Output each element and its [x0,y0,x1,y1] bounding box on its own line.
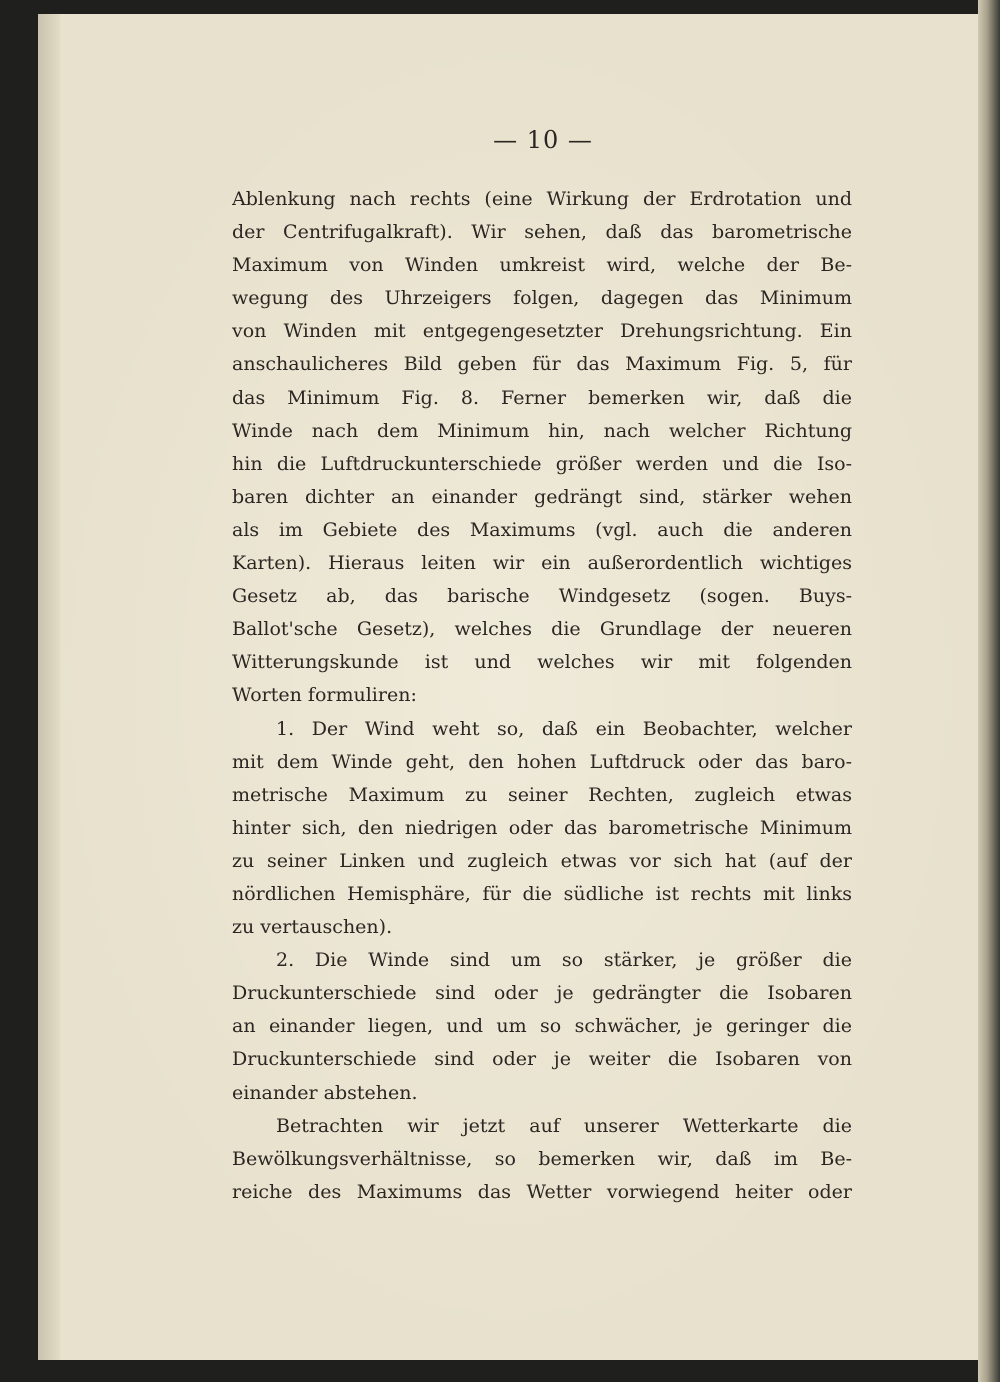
text-line: wegung des Uhrzeigers folgen, dagegen das Minimum [232,287,852,310]
text-line: baren dichter an einander gedrängt sind, stärker wehen [232,485,852,508]
page-number: — 10 — [493,126,593,154]
text-line: an einander liegen, und um so schwächer, je geringer die [232,1015,852,1038]
text-line: Ablenkung nach rechts (eine Wirkung der Erdrotation und [232,188,852,210]
body-text [232,183,852,1209]
text-line: hinter sich, den niedrigen oder das barometrische Minimum [232,816,852,839]
text-line: das Minimum Fig. 8. Ferner bemerken wir, daß die [232,386,852,409]
text-line: mit dem Winde geht, den hohen Luftdruck oder das baro- [232,750,852,773]
text-line: der Centrifugalkraft). Wir sehen, daß das barometrische [232,221,852,244]
text-line: hin die Luftdruckunterschiede größer werden und die Iso- [232,452,852,475]
text-line: Druckunterschiede sind oder je weiter die Isobaren von [232,1048,852,1071]
text-line: Ballot'sche Gesetz), welches die Grundlage der neueren [232,618,852,641]
paragraph [232,183,852,713]
text-line: nördlichen Hemisphäre, für die südliche ist rechts mit links [232,882,852,905]
text-line: reiche des Maximums das Wetter vorwiegend heiter oder [232,1180,852,1203]
text-line: Maximum von Winden umkreist wird, welche der Be- [232,254,852,277]
text-line: 1. Der Wind weht so, daß ein Beobachter, welcher [276,717,852,740]
text-line: Bewölkungsverhältnisse, so bemerken wir, daß im Be- [232,1147,852,1170]
text-line: 2. Die Winde sind um so stärker, je größer die [276,949,852,972]
page-edge [978,0,1000,1382]
text-line: einander abstehen. [232,1081,418,1104]
text-line: Worten formuliren: [232,684,417,707]
text-line: zu vertauschen). [232,916,393,939]
text-line: anschaulicheres Bild geben für das Maximum Fig. 5, für [232,353,852,376]
paragraph [232,944,852,1109]
text-line: Witterungskunde ist und welches wir mit folgenden [232,651,852,674]
paragraph [232,1110,852,1209]
text-line: Karten). Hieraus leiten wir ein außerordentlich wichtiges [232,552,852,575]
text-line: metrische Maximum zu seiner Rechten, zugleich etwas [232,783,852,806]
text-line: Winde nach dem Minimum hin, nach welcher Richtung [232,419,852,442]
text-line: Druckunterschiede sind oder je gedrängter die Isobaren [232,982,852,1005]
text-line: als im Gebiete des Maximums (vgl. auch die anderen [232,518,852,541]
text-line: zu seiner Linken und zugleich etwas vor sich hat (auf der [232,849,852,872]
text-line: Gesetz ab, das barische Windgesetz (sogen. Buys- [232,585,852,608]
text-line: Betrachten wir jetzt auf unserer Wetterkarte die [276,1114,852,1137]
page-gutter [38,14,60,1360]
paragraph [232,713,852,945]
text-line: von Winden mit entgegengesetzter Drehungsrichtung. Ein [232,320,852,343]
